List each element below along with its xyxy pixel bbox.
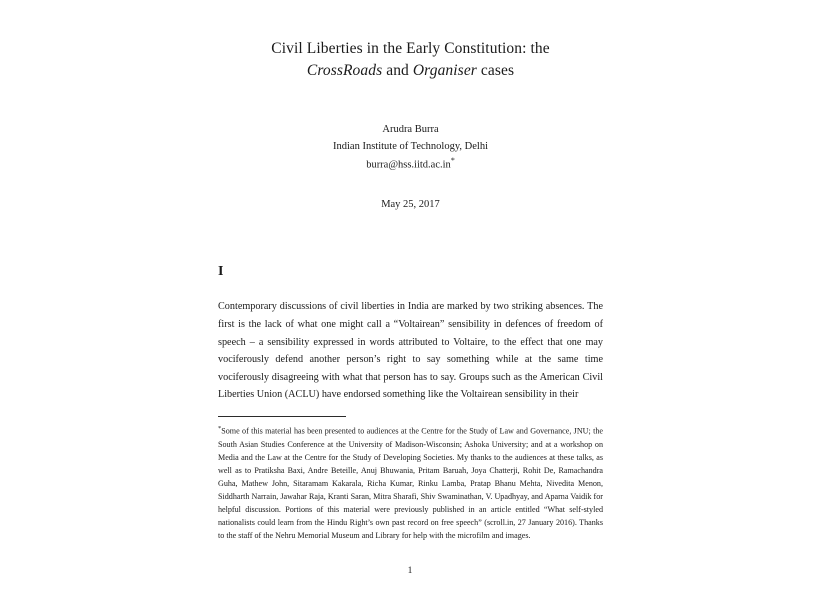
publication-date: May 25, 2017 (381, 199, 440, 211)
paper-content-column (218, 0, 603, 542)
author-affiliation: Indian Institute of Technology, Delhi (333, 140, 488, 152)
page-number: 1 (407, 566, 413, 576)
footnote (218, 424, 603, 543)
author-email-line (218, 155, 603, 174)
author-name: Arudra Burra (382, 123, 439, 135)
author-block (218, 121, 603, 174)
section-heading: I (218, 264, 224, 280)
title-case-organiser: Organiser (412, 62, 477, 80)
title-line-2 (218, 60, 603, 82)
page-title (218, 38, 603, 83)
footnote-reference-marker: * (450, 155, 455, 165)
body-paragraph: Contemporary discussions of civil liberties in India are marked by two striking absences. The first is the lack of what one might call a “Voltairean” sensibility in defences of freedom of speech – a sensibility expressed in words attributed to Voltaire, to the effect that one may vociferously defend another person’s right to say something while at the same time vociferously disagreeing with what that person has to say. Groups such as the American Civil Liberties Union (ACLU) have endorsed something like the Voltairean sensibility in their (218, 301, 603, 401)
footnote-marker: * (218, 424, 222, 432)
title-conjunction: and (382, 62, 413, 80)
title-case-crossroads: CrossRoads (306, 62, 383, 80)
footnote-separator-rule (218, 416, 346, 417)
author-email: burra@hss.iitd.ac.in (366, 159, 451, 171)
title-line-1: Civil Liberties in the Early Constitution: the (271, 40, 550, 57)
footnote-text: Some of this material has been presented to audiences at the Centre for the Study of Law and Governance, JNU; the South Asian Studies Conference at the University of Madison-Wisconsin; Ashoka University; and at a workshop on Media and the Law at the Centre for the Study of Developing Societies. My thanks to the audiences at these talks, as well as to Pratiksha Baxi, Andre Beteille, Anuj Bhuwania, Pritam Baruah, Joya Chatterji, Rohit De, Ramachandra Guha, Mathew John, Sitaramam Kakarala, Richa Kumar, Rinku Lamba, Pratap Bhanu Mehta, Nivedita Menon, Siddharth Narrain, Jawahar Raja, Kranti Saran, Mitra Sharafi, Shiv Swaminathan, V. Upadhyay, and Aparna Vaidik for helpful discussion. Portions of this material were previously published in an article entitled “What self-styled nationalists could learn from the Hindu Right’s own past record on free speech” (scroll.in, 27 January 2016). Thanks to the staff of the Nehru Memorial Museum and Library for help with the microfilm and images. (218, 426, 603, 541)
title-suffix: cases (476, 62, 515, 80)
